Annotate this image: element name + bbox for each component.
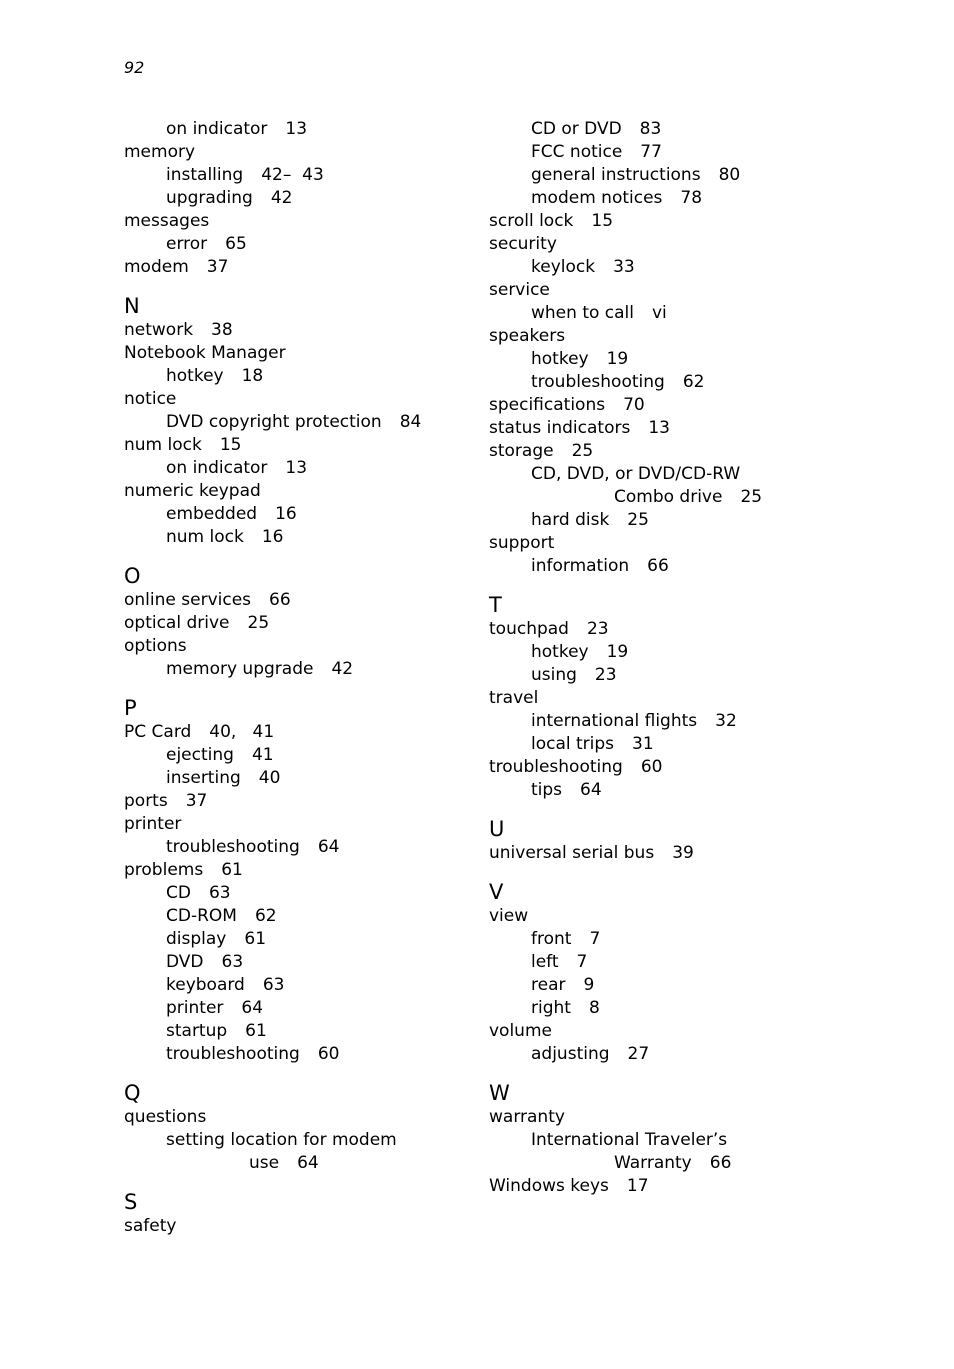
index-term: when to call (531, 303, 634, 323)
index-entry (124, 744, 464, 767)
index-entry (124, 434, 464, 457)
index-entry (489, 210, 829, 233)
index-term: online services (124, 590, 252, 610)
index-term: printer (124, 814, 182, 834)
section-letter: N (124, 294, 140, 318)
index-page-ref: 38 (211, 320, 233, 340)
index-entry (489, 348, 829, 371)
index-page-ref: 66 (647, 556, 669, 576)
index-term: troubleshooting (489, 757, 623, 777)
index-term: CD-ROM (166, 906, 237, 926)
index-entry (489, 641, 829, 664)
index-term: status indicators (489, 418, 631, 438)
index-term: problems (124, 860, 204, 880)
index-term: hotkey (531, 642, 589, 662)
index-page-ref: 64 (297, 1153, 319, 1173)
index-term: on indicator (166, 458, 268, 478)
index-page-ref: 70 (623, 395, 645, 415)
index-entry (124, 1106, 464, 1129)
index-entry (124, 836, 464, 859)
index-page-ref: 13 (285, 458, 308, 478)
index-page-ref: 23 (594, 665, 617, 685)
index-page-ref: 42 (331, 659, 354, 679)
index-entry (124, 503, 464, 526)
index-term: travel (489, 688, 539, 708)
index-entry (124, 859, 464, 882)
index-term: Notebook Manager (124, 343, 286, 363)
index-page-ref: 63 (262, 975, 285, 995)
index-page-ref: 13 (648, 418, 670, 438)
index-term: options (124, 636, 187, 656)
index-entry (124, 1152, 464, 1175)
index-term: network (124, 320, 194, 340)
index-page-ref: 39 (672, 843, 694, 863)
index-entry (489, 463, 829, 486)
index-entry (489, 417, 829, 440)
index-term: on indicator (166, 119, 268, 139)
index-entry (124, 256, 464, 279)
index-page-ref: 16 (275, 504, 297, 524)
index-page-ref: vi (652, 303, 667, 323)
index-entry (124, 118, 464, 141)
index-term: volume (489, 1021, 552, 1041)
index-entry (124, 526, 464, 549)
index-term: local trips (531, 734, 615, 754)
index-entry (489, 779, 829, 802)
index-page-ref: 61 (244, 929, 267, 949)
index-term: modem (124, 257, 189, 277)
index-page-ref: 42 (270, 188, 293, 208)
index-term: keyboard (166, 975, 245, 995)
index-term: upgrading (166, 188, 253, 208)
index-term: installing (166, 165, 244, 185)
index-entry (489, 233, 829, 256)
index-page-ref: 77 (640, 142, 662, 162)
index-entry (124, 612, 464, 635)
section-letter: S (124, 1190, 138, 1214)
index-term: speakers (489, 326, 566, 346)
index-entry (124, 928, 464, 951)
index-entry (489, 302, 829, 325)
index-term: service (489, 280, 550, 300)
index-term: notice (124, 389, 177, 409)
index-entry (489, 555, 829, 578)
index-entry (124, 721, 464, 744)
index-entry (489, 974, 829, 997)
index-entry (489, 141, 829, 164)
index-entry (489, 842, 829, 865)
index-term: troubleshooting (166, 1044, 300, 1064)
index-column-left (124, 118, 464, 1238)
index-page-ref: 16 (261, 527, 284, 547)
index-entry (124, 589, 464, 612)
index-page-ref: 80 (718, 165, 741, 185)
index-page-ref: 60 (640, 757, 663, 777)
section-letter: V (489, 880, 504, 904)
index-term: CD or DVD (531, 119, 622, 139)
index-page-ref: 40 (258, 768, 281, 788)
index-entry (124, 388, 464, 411)
index-entry (489, 733, 829, 756)
index-entry (124, 480, 464, 503)
index-term: universal serial bus (489, 843, 655, 863)
index-term: warranty (489, 1107, 565, 1127)
index-page-ref: 65 (225, 234, 247, 254)
index-entry (124, 164, 464, 187)
index-entry (489, 710, 829, 733)
index-term: hotkey (166, 366, 224, 386)
index-page-ref: 66 (709, 1153, 732, 1173)
index-entry (124, 767, 464, 790)
index-term: inserting (166, 768, 241, 788)
index-term: right (531, 998, 571, 1018)
index-page-ref: 9 (583, 975, 595, 995)
index-page-ref: 40, 41 (209, 722, 275, 742)
index-page-ref: 7 (589, 929, 601, 949)
index-term: printer (166, 998, 224, 1018)
index-entry (124, 951, 464, 974)
index-page-ref: 25 (247, 613, 270, 633)
index-entry (489, 118, 829, 141)
index-entry (489, 164, 829, 187)
index-term: FCC notice (531, 142, 623, 162)
index-term: troubleshooting (531, 372, 665, 392)
index-entry (489, 256, 829, 279)
index-term: safety (124, 1216, 177, 1236)
index-page-ref: 17 (626, 1176, 649, 1196)
index-entry (489, 279, 829, 302)
index-entry (124, 905, 464, 928)
index-entry (124, 1043, 464, 1066)
index-term: front (531, 929, 572, 949)
index-entry (124, 658, 464, 681)
index-term: CD (166, 883, 191, 903)
index-term: adjusting (531, 1044, 610, 1064)
index-entry (124, 882, 464, 905)
index-term: modem notices (531, 188, 663, 208)
index-term: storage (489, 441, 554, 461)
index-term: memory upgrade (166, 659, 314, 679)
index-term: setting location for modem (166, 1130, 397, 1150)
index-entry (489, 187, 829, 210)
index-entry (489, 664, 829, 687)
index-entry (489, 1152, 829, 1175)
index-term: touchpad (489, 619, 569, 639)
index-page-ref: 37 (206, 257, 229, 277)
index-page-ref: 61 (221, 860, 243, 880)
index-term: embedded (166, 504, 258, 524)
index-page-ref: 66 (269, 590, 291, 610)
index-term: specifications (489, 395, 606, 415)
index-term: using (531, 665, 577, 685)
index-entry (489, 1106, 829, 1129)
index-page-ref: 8 (588, 998, 600, 1018)
index-entry (124, 1215, 464, 1238)
index-term: num lock (166, 527, 244, 547)
index-page-ref: 19 (606, 642, 629, 662)
index-page-ref: 84 (399, 412, 422, 432)
index-page-ref: 63 (221, 952, 244, 972)
index-term: startup (166, 1021, 228, 1041)
index-entry (124, 141, 464, 164)
index-page-ref: 63 (208, 883, 231, 903)
index-entry (489, 997, 829, 1020)
section-letter: O (124, 564, 141, 588)
index-term: hard disk (531, 510, 610, 530)
index-page-ref: 25 (571, 441, 594, 461)
index-entry (489, 756, 829, 779)
page-number: 92 (124, 58, 145, 77)
index-entry (489, 440, 829, 463)
index-entry (489, 951, 829, 974)
index-page-ref: 23 (586, 619, 609, 639)
index-term: DVD (166, 952, 204, 972)
index-entry (489, 1175, 829, 1198)
index-entry (124, 1020, 464, 1043)
index-page-ref: 62 (682, 372, 705, 392)
index-page-ref: 41 (251, 745, 274, 765)
section-letter: P (124, 696, 137, 720)
index-entry (124, 187, 464, 210)
index-term: security (489, 234, 557, 254)
index-page-ref: 78 (680, 188, 703, 208)
index-page-ref: 37 (185, 791, 208, 811)
index-entry (489, 371, 829, 394)
index-entry (124, 210, 464, 233)
index-page-ref: 18 (241, 366, 264, 386)
index-term: Windows keys (489, 1176, 609, 1196)
index-term: display (166, 929, 227, 949)
index-term: keylock (531, 257, 596, 277)
index-page-ref: 25 (740, 487, 763, 507)
index-entry (124, 342, 464, 365)
index-page-ref: 64 (241, 998, 264, 1018)
index-page-ref: 7 (576, 952, 588, 972)
index-term: support (489, 533, 555, 553)
index-term: num lock (124, 435, 202, 455)
index-entry (489, 1020, 829, 1043)
index-entry (489, 1129, 829, 1152)
section-letter: W (489, 1081, 510, 1105)
index-term: numeric keypad (124, 481, 261, 501)
index-page-ref: 15 (591, 211, 614, 231)
index-term: left (531, 952, 559, 972)
index-term: ejecting (166, 745, 234, 765)
index-page-ref: 15 (219, 435, 242, 455)
index-term: CD, DVD, or DVD/CD-RW (531, 464, 741, 484)
index-entry (489, 1043, 829, 1066)
index-term: general instructions (531, 165, 701, 185)
index-page-ref: 27 (627, 1044, 650, 1064)
index-term: International Traveler’s (531, 1130, 728, 1150)
index-entry (124, 790, 464, 813)
index-entry (489, 325, 829, 348)
index-column-right (489, 118, 829, 1198)
index-page-ref: 31 (632, 734, 654, 754)
index-term: questions (124, 1107, 207, 1127)
index-entry (124, 365, 464, 388)
index-term: optical drive (124, 613, 230, 633)
index-entry (489, 486, 829, 509)
index-term: scroll lock (489, 211, 574, 231)
index-term: troubleshooting (166, 837, 300, 857)
index-page-ref: 64 (580, 780, 602, 800)
index-page-ref: 19 (606, 349, 629, 369)
index-term: memory (124, 142, 196, 162)
section-letter: T (489, 593, 502, 617)
index-page-ref: 64 (317, 837, 340, 857)
index-term: information (531, 556, 630, 576)
index-page-ref: 83 (639, 119, 662, 139)
index-term: error (166, 234, 208, 254)
index-term: hotkey (531, 349, 589, 369)
index-term: Combo drive (614, 487, 723, 507)
index-entry (124, 411, 464, 434)
index-entry (124, 813, 464, 836)
index-page-ref: 60 (317, 1044, 340, 1064)
index-term: PC Card (124, 722, 192, 742)
section-letter: Q (124, 1081, 141, 1105)
index-entry (489, 394, 829, 417)
index-entry (489, 532, 829, 555)
index-entry (489, 618, 829, 641)
index-term: DVD copyright protection (166, 412, 382, 432)
index-page-ref: 61 (245, 1021, 267, 1041)
index-entry (124, 233, 464, 256)
index-entry (489, 687, 829, 710)
index-term: rear (531, 975, 566, 995)
index-entry (489, 928, 829, 951)
index-term: view (489, 906, 529, 926)
index-term: Warranty (614, 1153, 692, 1173)
index-term: ports (124, 791, 168, 811)
index-entry (124, 635, 464, 658)
index-entry (124, 1129, 464, 1152)
index-entry (124, 997, 464, 1020)
index-term: use (249, 1153, 280, 1173)
index-term: tips (531, 780, 563, 800)
index-page-ref: 33 (613, 257, 635, 277)
index-page-ref: 25 (627, 510, 649, 530)
index-page-ref: 42– 43 (261, 165, 324, 185)
index-entry (124, 457, 464, 480)
index-entry (124, 974, 464, 997)
index-term: international flights (531, 711, 698, 731)
index-page-ref: 32 (715, 711, 737, 731)
index-entry (124, 319, 464, 342)
index-entry (489, 905, 829, 928)
index-page-ref: 62 (254, 906, 277, 926)
section-letter: U (489, 817, 505, 841)
index-term: messages (124, 211, 210, 231)
index-entry (489, 509, 829, 532)
index-page-ref: 13 (285, 119, 308, 139)
